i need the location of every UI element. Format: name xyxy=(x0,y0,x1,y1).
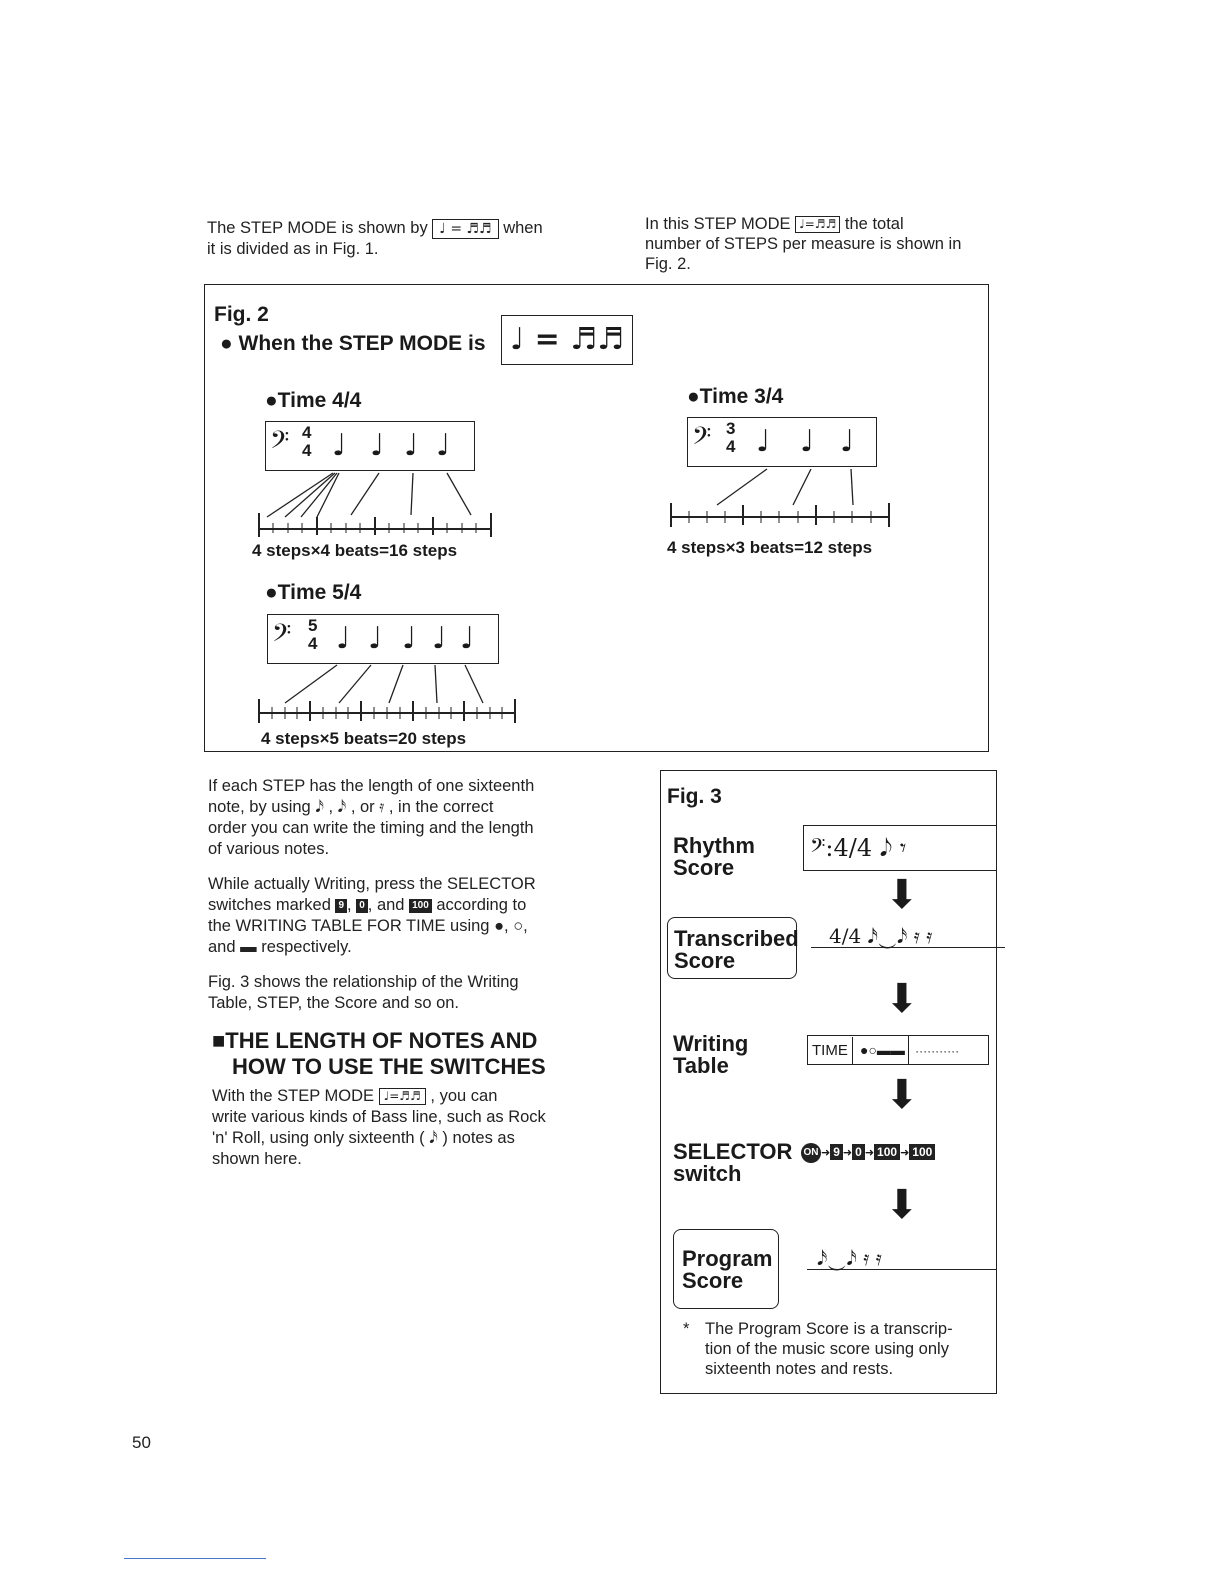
intro-left-line2: it is divided as in Fig. 1. xyxy=(207,240,379,258)
page-number: 50 xyxy=(132,1433,151,1452)
right-arrow-icon: ➜ xyxy=(821,1147,831,1160)
quarter-note: ♩ xyxy=(432,621,447,656)
text-line: and ▬ respectively. xyxy=(208,938,352,956)
selector-100-chip: 100 xyxy=(874,1144,900,1160)
writing-marks-cell: ●○▬▬ xyxy=(857,1036,909,1064)
paragraph-selector xyxy=(208,874,608,958)
intro-right-total: the total xyxy=(844,215,904,233)
selector-sequence xyxy=(801,1143,995,1163)
time34-step-diagram xyxy=(661,465,901,535)
intro-left-text: The STEP MODE is shown by xyxy=(207,219,428,237)
transcribed-score-label-box xyxy=(667,917,797,979)
time54-staff xyxy=(267,614,499,664)
right-arrow-icon: ➜ xyxy=(842,1147,853,1160)
step-mode-badge: ♩=♬♬ xyxy=(379,1088,426,1105)
time54-label: ●Time 5/4 xyxy=(265,581,362,604)
transcribed-score-staff: 4/4 𝅘𝅥𝅯‿𝅘𝅥𝅯 𝄿 𝄿 xyxy=(811,925,1005,948)
fig2-subtitle: ● When the STEP MODE is xyxy=(220,332,486,355)
quarter-note: ♩ xyxy=(332,428,347,463)
paragraph-fig3-ref xyxy=(208,972,608,1014)
fig3-title: Fig. 3 xyxy=(667,785,722,808)
fig3-box xyxy=(660,770,997,1394)
time44-label: ●Time 4/4 xyxy=(265,389,362,412)
writing-table-label: Writing Table xyxy=(673,1031,749,1078)
quarter-note: ♩ xyxy=(370,428,385,463)
program-score-label-box xyxy=(673,1229,779,1309)
paragraph-sixteenth xyxy=(208,776,608,860)
text-line: With the STEP MODE ♩=♬♬ , you can xyxy=(212,1087,498,1105)
text-line: While actually Writing, press the SELECTOR xyxy=(208,875,536,893)
footer-rule xyxy=(124,1558,266,1559)
selector-100-chip: 100 xyxy=(909,1144,935,1160)
text-line: order you can write the timing and the length xyxy=(208,819,534,837)
quarter-note: ♩ xyxy=(840,424,855,459)
step-mode-badge: ♩=♬♬ xyxy=(795,216,840,233)
text-line: shown here. xyxy=(212,1150,302,1168)
rhythm-score-label: Rhythm Score xyxy=(673,833,755,880)
intro-right-text: In this STEP MODE xyxy=(645,215,791,233)
fig2-box xyxy=(204,284,989,752)
down-arrow-icon: ⬇ xyxy=(885,1073,919,1117)
time-signature: 5 4 xyxy=(308,616,318,653)
right-arrow-icon: ➜ xyxy=(864,1147,875,1160)
writing-dots-cell: ··········· xyxy=(915,1044,960,1058)
intro-right-line3: Fig. 2. xyxy=(645,255,691,273)
selector-switch-label: SELECTOR switch xyxy=(673,1139,793,1186)
fig2-title: Fig. 2 xyxy=(214,303,269,326)
right-arrow-icon: ➜ xyxy=(900,1147,910,1160)
text-line: of various notes. xyxy=(208,840,330,858)
time44-step-diagram xyxy=(249,469,499,539)
time44-caption: 4 steps×4 beats=16 steps xyxy=(252,541,458,560)
bass-clef-icon: 𝄢 xyxy=(270,426,290,461)
selector-100-tag: 100 xyxy=(409,899,432,913)
bass-clef-icon: 𝄢 xyxy=(272,619,292,654)
text-line: 'n' Roll, using only sixteenth ( 𝅘𝅥𝅯 ) notes as xyxy=(212,1129,515,1147)
intro-left-when: when xyxy=(503,219,543,237)
down-arrow-icon: ⬇ xyxy=(885,977,919,1021)
time-signature: 4 4 xyxy=(302,423,312,460)
intro-right xyxy=(645,214,985,274)
time-signature: 3 4 xyxy=(726,419,736,456)
text-line: write various kinds of Bass line, such as Rock xyxy=(212,1108,546,1126)
quarter-note: ♩ xyxy=(402,621,417,656)
selector-9-tag: 9 xyxy=(335,899,347,913)
program-score-staff: 𝅘𝅥𝅯‿𝅘𝅥𝅯 𝄿 𝄿 xyxy=(807,1247,997,1270)
selector-0-chip: 0 xyxy=(852,1144,865,1160)
time34-label: ●Time 3/4 xyxy=(687,385,784,408)
rhythm-score-staff: 𝄢:4/4 𝅘𝅥𝅮 𝄾 xyxy=(803,825,996,871)
down-arrow-icon: ⬇ xyxy=(885,873,919,917)
bass-clef-icon: 𝄢 xyxy=(692,422,712,457)
quarter-note: ♩ xyxy=(460,621,475,656)
selector-9-chip: 9 xyxy=(830,1144,843,1160)
selector-0-tag: 0 xyxy=(356,899,368,913)
quarter-note: ♩ xyxy=(368,621,383,656)
time44-step-ruler xyxy=(259,513,491,537)
step-mode-symbol: ♩ = ♬♬ xyxy=(501,315,633,365)
text-line: the WRITING TABLE FOR TIME using ●, ○, xyxy=(208,917,528,935)
intro-left xyxy=(207,218,587,260)
selector-on-icon: ON xyxy=(801,1143,821,1163)
program-score-label: Program Score xyxy=(682,1246,773,1293)
section-heading: ■THE LENGTH OF NOTES AND HOW TO USE THE SWITCHES xyxy=(212,1028,546,1079)
text-line: Table, STEP, the Score and so on. xyxy=(208,994,460,1012)
time34-caption: 4 steps×3 beats=12 steps xyxy=(667,538,873,557)
time44-staff xyxy=(265,421,475,471)
quarter-note: ♩ xyxy=(436,428,451,463)
quarter-note: ♩ xyxy=(336,621,351,656)
quarter-note: ♩ xyxy=(756,424,771,459)
text-line: Fig. 3 shows the relationship of the Writing xyxy=(208,973,519,991)
time54-step-diagram xyxy=(249,661,521,727)
quarter-note: ♩ xyxy=(404,428,419,463)
quarter-note: ♩ xyxy=(800,424,815,459)
down-arrow-icon: ⬇ xyxy=(885,1183,919,1227)
step-mode-badge: ♩ = ♬♬ xyxy=(432,219,498,239)
transcribed-score-label: Transcribed Score xyxy=(674,926,799,973)
fig3-footnote: * The Program Score is a transcrip- tion of the music score using only sixteenth notes and rests. xyxy=(683,1320,953,1378)
section-body xyxy=(212,1086,612,1170)
intro-right-line2: number of STEPS per measure is shown in xyxy=(645,235,962,253)
text-line: note, by using 𝅘𝅥𝅯 , 𝅘𝅥𝅯 , or 𝄿 , in the correct xyxy=(208,798,494,816)
writing-table-row xyxy=(807,1035,989,1065)
text-line: switches marked 9 , 0 , and 100 according to xyxy=(208,896,527,914)
time34-step-ruler xyxy=(671,503,889,527)
time34-staff xyxy=(687,417,877,467)
time54-caption: 4 steps×5 beats=20 steps xyxy=(261,729,467,748)
writing-time-cell: TIME xyxy=(808,1037,853,1065)
text-line: If each STEP has the length of one sixteenth xyxy=(208,777,535,795)
